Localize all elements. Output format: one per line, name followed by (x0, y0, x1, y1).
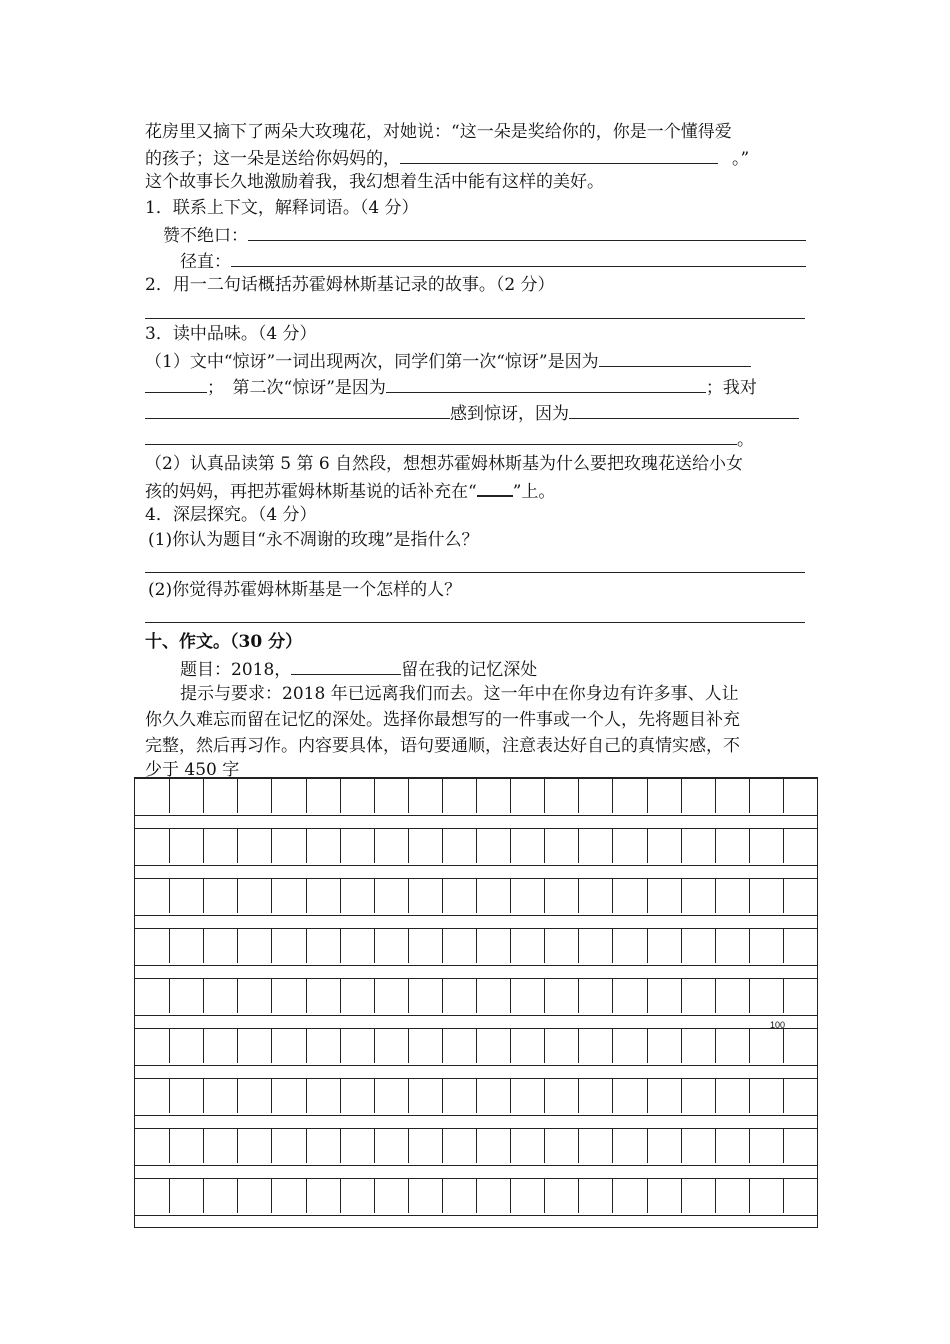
grid-cell[interactable] (783, 1079, 817, 1113)
grid-cell[interactable] (715, 879, 749, 913)
blank-mother-quote[interactable] (400, 145, 718, 164)
grid-cell[interactable] (647, 779, 681, 813)
grid-row (135, 778, 817, 816)
q3-p1-row3 (145, 400, 799, 426)
grid-cell[interactable] (340, 1179, 374, 1213)
grid-cell[interactable] (271, 929, 305, 963)
essay-req-4: 少于 450 字 (145, 760, 240, 780)
q3-blank-2[interactable] (386, 374, 706, 393)
grid-cell[interactable] (544, 929, 578, 963)
grid-cell[interactable] (749, 879, 783, 913)
grid-cell[interactable] (306, 879, 340, 913)
grid-cell[interactable] (783, 1029, 817, 1063)
grid-cell[interactable] (510, 779, 544, 813)
grid-cell[interactable] (271, 1179, 305, 1213)
grid-cell[interactable] (306, 1029, 340, 1063)
grid-cell[interactable] (715, 1079, 749, 1113)
q3-blank-3[interactable] (145, 400, 450, 419)
grid-cell[interactable] (476, 1179, 510, 1213)
grid-cell[interactable] (783, 1179, 817, 1213)
grid-cell[interactable] (612, 929, 646, 963)
grid-cell[interactable] (544, 879, 578, 913)
grid-cell[interactable] (612, 1179, 646, 1213)
grid-cell[interactable] (442, 1029, 476, 1063)
q2-title: 2．用一二句话概括苏霍姆林斯基记录的故事。（2 分） (145, 275, 555, 295)
grid-cell[interactable] (408, 879, 442, 913)
grid-cell[interactable] (715, 779, 749, 813)
story-line-2-text: 的孩子；这一朵是送给你妈妈的， (145, 149, 400, 169)
grid-cell[interactable] (340, 929, 374, 963)
grid-cell[interactable] (544, 1029, 578, 1063)
grid-cell[interactable] (578, 779, 612, 813)
grid-cell[interactable] (271, 829, 305, 863)
grid-cell[interactable] (476, 829, 510, 863)
grid-cell[interactable] (408, 1079, 442, 1113)
grid-cell[interactable] (135, 979, 169, 1013)
grid-cell[interactable] (783, 979, 817, 1013)
grid-cell[interactable] (510, 979, 544, 1013)
essay-heading: 十、作文。（30 分） (145, 632, 303, 652)
grid-cell[interactable] (612, 779, 646, 813)
q3-p1-row2 (145, 374, 757, 400)
grid-cell[interactable] (135, 1129, 169, 1163)
grid-cell[interactable] (578, 979, 612, 1013)
story-line-2-end: 。” (732, 149, 750, 169)
grid-row (135, 878, 817, 916)
grid-cell[interactable] (681, 779, 715, 813)
grid-cell[interactable] (306, 1179, 340, 1213)
grid-row (135, 828, 817, 866)
grid-cell[interactable] (203, 929, 237, 963)
story-line-1: 花房里又摘下了两朵大玫瑰花，对她说：“这一朵是奖给你的，你是一个懂得爱 (145, 122, 732, 142)
grid-cell[interactable] (681, 829, 715, 863)
grid-cell[interactable] (783, 1129, 817, 1163)
grid-cell[interactable] (374, 779, 408, 813)
grid-cell[interactable] (749, 829, 783, 863)
grid-cell[interactable] (681, 1179, 715, 1213)
grid-cell[interactable] (169, 1079, 203, 1113)
grid-cell[interactable] (442, 829, 476, 863)
grid-cell[interactable] (237, 1179, 271, 1213)
grid-cell[interactable] (135, 1079, 169, 1113)
q3-p2-text-a: 孩的妈妈，再把苏霍姆林斯基说的话补充在“ (145, 482, 477, 502)
grid-cell[interactable] (442, 1129, 476, 1163)
grid-cell[interactable] (271, 879, 305, 913)
grid-cell[interactable] (442, 879, 476, 913)
grid-cell[interactable] (340, 829, 374, 863)
grid-cell[interactable] (612, 879, 646, 913)
grid-cell[interactable] (169, 979, 203, 1013)
grid-cell[interactable] (578, 829, 612, 863)
grid-cell[interactable] (442, 1079, 476, 1113)
grid-cell[interactable] (203, 1079, 237, 1113)
q4-title: 4．深层探究。（4 分） (145, 505, 317, 525)
grid-row (135, 978, 817, 1016)
grid-cell[interactable] (510, 1079, 544, 1113)
grid-cell[interactable] (408, 829, 442, 863)
grid-cell[interactable] (374, 1129, 408, 1163)
grid-cell[interactable] (476, 1129, 510, 1163)
grid-cell[interactable] (374, 1029, 408, 1063)
grid-cell[interactable] (749, 1029, 783, 1063)
grid-cell[interactable] (340, 1129, 374, 1163)
grid-cell[interactable] (476, 779, 510, 813)
grid-cell[interactable] (169, 929, 203, 963)
q4-a: (1)你认为题目“永不凋谢的玫瑰”是指什么？ (148, 530, 479, 550)
essay-topic-blank[interactable] (291, 656, 401, 675)
q1-word2-row (163, 248, 806, 274)
grid-cell[interactable] (374, 879, 408, 913)
grid-cell[interactable] (749, 929, 783, 963)
grid-cell[interactable] (340, 1079, 374, 1113)
grid-cell[interactable] (135, 1029, 169, 1063)
grid-cell[interactable] (647, 1129, 681, 1163)
grid-count-label: 100 (770, 1020, 786, 1030)
grid-cell[interactable] (271, 1079, 305, 1113)
grid-cell[interactable] (374, 1079, 408, 1113)
grid-cell[interactable] (476, 879, 510, 913)
q3-blank-1-cont[interactable] (145, 374, 207, 393)
grid-cell[interactable] (749, 1179, 783, 1213)
grid-row (135, 1178, 817, 1216)
grid-cell[interactable] (306, 1129, 340, 1163)
grid-cell[interactable] (510, 1029, 544, 1063)
grid-cell[interactable] (237, 929, 271, 963)
grid-cell[interactable] (612, 979, 646, 1013)
grid-cell[interactable] (306, 829, 340, 863)
grid-cell[interactable] (578, 879, 612, 913)
grid-cell[interactable] (715, 929, 749, 963)
q3-p1-row4 (145, 426, 754, 452)
q3-p1-text-d: 感到惊讶，因为 (450, 404, 569, 424)
grid-cell[interactable] (681, 1079, 715, 1113)
grid-cell[interactable] (715, 1029, 749, 1063)
grid-cell[interactable] (510, 1129, 544, 1163)
grid-cell[interactable] (783, 779, 817, 813)
q1-word2: 径直： (180, 252, 231, 272)
q1-word1-blank[interactable] (248, 222, 806, 241)
q3-p2-blank[interactable] (477, 477, 513, 497)
grid-cell[interactable] (510, 929, 544, 963)
grid-cell[interactable] (237, 1129, 271, 1163)
essay-topic-b: 留在我的记忆深处 (401, 660, 538, 680)
grid-cell[interactable] (749, 1079, 783, 1113)
grid-cell[interactable] (271, 1029, 305, 1063)
grid-cell[interactable] (135, 1179, 169, 1213)
grid-cell[interactable] (203, 1179, 237, 1213)
essay-topic-a: 题目：2018， (180, 660, 292, 680)
grid-cell[interactable] (578, 929, 612, 963)
grid-cell[interactable] (442, 929, 476, 963)
grid-row (135, 1028, 817, 1066)
grid-cell[interactable] (476, 979, 510, 1013)
grid-cell[interactable] (203, 779, 237, 813)
essay-req-3: 完整，然后再习作。内容要具体，语句要通顺，注意表达好自己的真情实感，不 (145, 736, 740, 756)
q4-b: (2)你觉得苏霍姆林斯基是一个怎样的人？ (148, 580, 462, 600)
grid-row (135, 928, 817, 966)
q4-b-answer-line[interactable] (145, 622, 805, 623)
grid-cell[interactable] (169, 1179, 203, 1213)
grid-cell[interactable] (476, 1079, 510, 1113)
grid-cell[interactable] (203, 1029, 237, 1063)
q3-p2-row1: （2）认真品读第 5 第 6 自然段，想想苏霍姆林斯基为什么要把玫瑰花送给小女 (145, 454, 744, 474)
grid-cell[interactable] (340, 779, 374, 813)
grid-cell[interactable] (544, 829, 578, 863)
grid-cell[interactable] (169, 879, 203, 913)
grid-cell[interactable] (647, 929, 681, 963)
essay-topic (180, 656, 537, 682)
grid-cell[interactable] (510, 829, 544, 863)
q1-title: 1．联系上下文，解释词语。（4 分） (145, 198, 419, 218)
q1-word1-row (163, 222, 806, 248)
grid-cell[interactable] (442, 779, 476, 813)
story-line-2 (145, 145, 749, 171)
q1-word1: 赞不绝口： (163, 226, 248, 246)
grid-cell[interactable] (306, 929, 340, 963)
grid-cell[interactable] (169, 1029, 203, 1063)
essay-req-2: 你久久难忘而留在记忆的深处。选择你最想写的一件事或一个人，先将题目补充 (145, 710, 740, 730)
grid-cell[interactable] (135, 779, 169, 813)
grid-cell[interactable] (476, 1029, 510, 1063)
grid-cell[interactable] (203, 879, 237, 913)
q3-p1-text-e: 。 (737, 430, 754, 450)
q3-blank-4[interactable] (569, 400, 799, 419)
grid-cell[interactable] (374, 1179, 408, 1213)
grid-cell[interactable] (169, 779, 203, 813)
grid-cell[interactable] (340, 979, 374, 1013)
q3-p1-text-c: ；我对 (705, 378, 757, 398)
grid-cell[interactable] (647, 829, 681, 863)
grid-cell[interactable] (237, 979, 271, 1013)
grid-row (135, 1128, 817, 1166)
grid-cell[interactable] (237, 1079, 271, 1113)
grid-cell[interactable] (408, 1129, 442, 1163)
grid-cell[interactable] (271, 779, 305, 813)
grid-cell[interactable] (578, 1129, 612, 1163)
grid-cell[interactable] (169, 1129, 203, 1163)
grid-cell[interactable] (135, 879, 169, 913)
grid-cell[interactable] (237, 779, 271, 813)
grid-cell[interactable] (612, 1129, 646, 1163)
grid-cell[interactable] (340, 1029, 374, 1063)
grid-cell[interactable] (715, 979, 749, 1013)
grid-cell[interactable] (578, 1179, 612, 1213)
grid-cell[interactable] (783, 879, 817, 913)
grid-cell[interactable] (612, 1029, 646, 1063)
grid-cell[interactable] (271, 1129, 305, 1163)
q3-title: 3．读中品味。（4 分） (145, 324, 317, 344)
grid-cell[interactable] (237, 829, 271, 863)
grid-cell[interactable] (612, 1079, 646, 1113)
grid-cell[interactable] (647, 1029, 681, 1063)
grid-cell[interactable] (306, 779, 340, 813)
q3-p2-text-b: ”上。 (512, 482, 556, 502)
grid-cell[interactable] (510, 1179, 544, 1213)
essay-req-1: 提示与要求：2018 年已远离我们而去。这一年中在你身边有许多事、人让 (180, 684, 739, 704)
grid-cell[interactable] (647, 1079, 681, 1113)
grid-cell[interactable] (544, 979, 578, 1013)
grid-cell[interactable] (306, 1079, 340, 1113)
grid-cell[interactable] (169, 829, 203, 863)
grid-cell[interactable] (578, 1029, 612, 1063)
q2-answer-line[interactable] (145, 318, 805, 319)
grid-cell[interactable] (408, 929, 442, 963)
grid-cell[interactable] (510, 879, 544, 913)
grid-cell[interactable] (715, 1129, 749, 1163)
grid-cell[interactable] (408, 1029, 442, 1063)
grid-cell[interactable] (203, 979, 237, 1013)
grid-cell[interactable] (749, 1129, 783, 1163)
grid-cell[interactable] (647, 1179, 681, 1213)
grid-cell[interactable] (544, 1179, 578, 1213)
grid-cell[interactable] (544, 1129, 578, 1163)
q4-a-answer-line[interactable] (145, 572, 805, 573)
grid-cell[interactable] (271, 979, 305, 1013)
grid-cell[interactable] (544, 1079, 578, 1113)
grid-cell[interactable] (681, 1029, 715, 1063)
grid-cell[interactable] (374, 829, 408, 863)
grid-cell[interactable] (203, 1129, 237, 1163)
q3-blank-5[interactable] (145, 426, 737, 445)
grid-cell[interactable] (681, 929, 715, 963)
grid-cell[interactable] (783, 929, 817, 963)
q3-p2-row2 (145, 477, 555, 504)
grid-cell[interactable] (374, 979, 408, 1013)
q3-p1-text-b: ； 第二次“惊讶”是因为 (207, 378, 386, 398)
grid-cell[interactable] (544, 779, 578, 813)
grid-cell[interactable] (612, 829, 646, 863)
q3-p1-text-a: （1）文中“惊讶”一词出现两次，同学们第一次“惊讶”是因为 (145, 352, 599, 372)
q3-p1-row1 (145, 348, 751, 374)
grid-cell[interactable] (681, 979, 715, 1013)
grid-cell[interactable] (203, 829, 237, 863)
grid-cell[interactable] (749, 979, 783, 1013)
grid-cell[interactable] (408, 1179, 442, 1213)
grid-cell[interactable] (340, 879, 374, 913)
story-line-3: 这个故事长久地激励着我，我幻想着生活中能有这样的美好。 (145, 172, 604, 192)
grid-cell[interactable] (408, 779, 442, 813)
grid-cell[interactable] (237, 1029, 271, 1063)
q3-blank-1[interactable] (599, 348, 751, 367)
writing-grid[interactable] (134, 777, 818, 1228)
grid-cell[interactable] (783, 829, 817, 863)
grid-cell[interactable] (237, 879, 271, 913)
grid-cell[interactable] (442, 979, 476, 1013)
grid-cell[interactable] (476, 929, 510, 963)
grid-cell[interactable] (715, 829, 749, 863)
grid-cell[interactable] (749, 779, 783, 813)
grid-cell[interactable] (681, 1129, 715, 1163)
grid-cell[interactable] (715, 1179, 749, 1213)
q1-word2-blank[interactable] (231, 248, 806, 267)
grid-cell[interactable] (374, 929, 408, 963)
grid-row (135, 1078, 817, 1116)
grid-cell[interactable] (647, 979, 681, 1013)
grid-cell[interactable] (135, 829, 169, 863)
grid-cell[interactable] (408, 979, 442, 1013)
grid-cell[interactable] (442, 1179, 476, 1213)
grid-cell[interactable] (578, 1079, 612, 1113)
grid-cell[interactable] (681, 879, 715, 913)
grid-cell[interactable] (135, 929, 169, 963)
grid-cell[interactable] (647, 879, 681, 913)
grid-cell[interactable] (306, 979, 340, 1013)
